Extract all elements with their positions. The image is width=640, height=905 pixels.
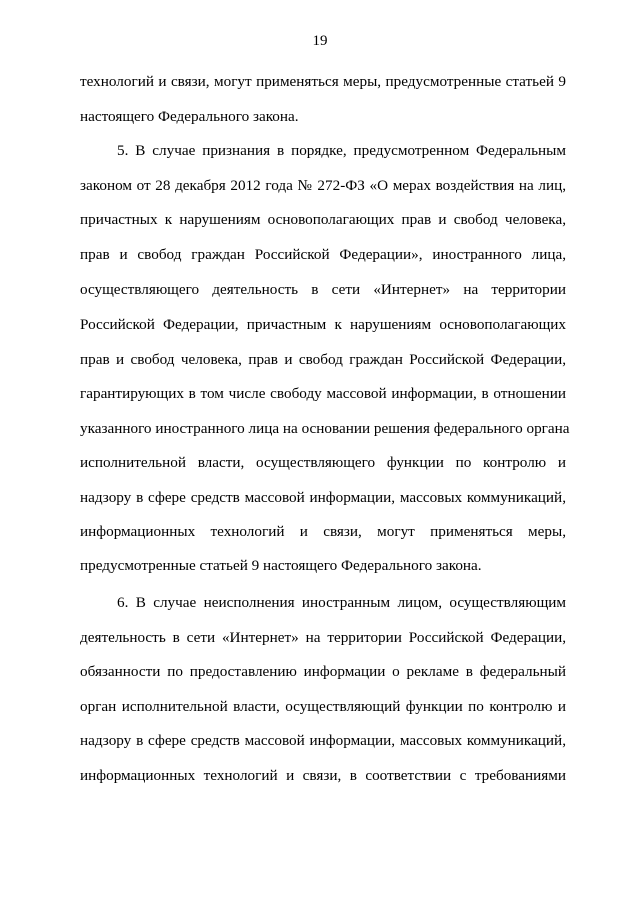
text-line: настоящего Федерального закона. xyxy=(80,108,299,125)
text-line: причастных к нарушениям основополагающих прав и свобод человека, xyxy=(80,211,566,228)
text-line: надзору в сфере средств массовой информации, массовых коммуникаций, xyxy=(80,489,566,506)
text-line: обязанности по предоставлению информации о рекламе в федеральный xyxy=(80,663,566,680)
text-line: информационных технологий и связи, в соответствии с требованиями xyxy=(80,767,566,784)
text-line: указанного иностранного лица на основании решения федерального органа xyxy=(80,420,570,437)
text-line: гарантирующих в том числе свободу массовой информации, в отношении xyxy=(80,385,566,402)
paragraph-6-start: 6. В случае неисполнения иностранным лицом, осуществляющим xyxy=(117,594,566,611)
text-line: прав и свобод граждан Российской Федерации», иностранного лица, xyxy=(80,246,566,263)
text-line: технологий и связи, могут применяться меры, предусмотренные статьей 9 xyxy=(80,73,566,90)
text-line: Российской Федерации, причастным к нарушениям основополагающих xyxy=(80,316,566,333)
text-line: деятельность в сети «Интернет» на территории Российской Федерации, xyxy=(80,629,566,646)
paragraph-5-start: 5. В случае признания в порядке, предусмотренном Федеральным xyxy=(117,142,566,159)
text-line: надзору в сфере средств массовой информации, массовых коммуникаций, xyxy=(80,732,566,749)
text-line: законом от 28 декабря 2012 года № 272-ФЗ «О мерах воздействия на лиц, xyxy=(80,177,566,194)
text-line: прав и свобод человека, прав и свобод граждан Российской Федерации, xyxy=(80,351,566,368)
text-line: орган исполнительной власти, осуществляющий функции по контролю и xyxy=(80,698,566,715)
text-line: информационных технологий и связи, могут применяться меры, xyxy=(80,523,566,540)
page-number: 19 xyxy=(312,33,328,49)
text-line: осуществляющего деятельность в сети «Интернет» на территории xyxy=(80,281,566,298)
text-line: исполнительной власти, осуществляющего функции по контролю и xyxy=(80,454,566,471)
text-line: предусмотренные статьей 9 настоящего Федерального закона. xyxy=(80,557,482,574)
